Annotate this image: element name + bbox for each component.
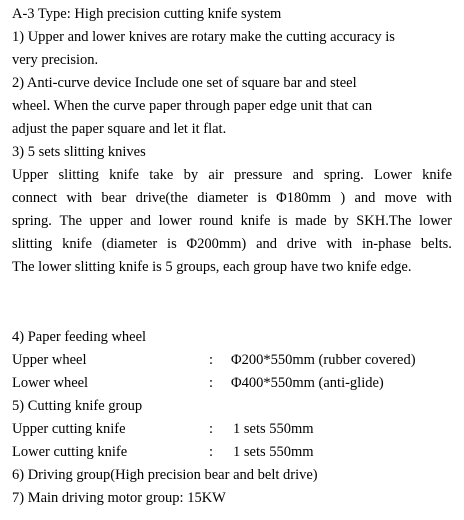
item1-line2: very precision.: [12, 52, 99, 68]
spec-document: [12, 3, 452, 510]
paragraph-word: with: [66, 190, 93, 206]
paragraph-word: by: [334, 213, 349, 229]
paragraph-word: Lower: [373, 167, 412, 183]
spec-value: 1 sets 550mm: [233, 444, 314, 460]
paragraph-word: belts.: [420, 236, 452, 252]
paragraph-word: made: [295, 213, 327, 229]
paragraph-word: slitting: [12, 236, 53, 252]
paragraph-line: [12, 164, 452, 187]
paragraph-word: and: [256, 236, 277, 252]
item3-last-line: The lower slitting knife is 5 groups, each group have two knife edge.: [12, 259, 412, 275]
spec-colon: :: [209, 444, 214, 460]
spec-row-upper-cutting-knife: [12, 418, 452, 441]
spec-row-lower-cutting-knife: [12, 441, 452, 464]
paragraph-word: with: [426, 190, 452, 206]
paragraph-word: (diameter: [101, 236, 158, 252]
paragraph-line: [12, 210, 452, 233]
paragraph-word: and: [292, 167, 314, 183]
paragraph-word: upper: [89, 213, 123, 229]
paragraph-word: air: [208, 167, 224, 183]
section-gap: [12, 279, 452, 326]
item1-line1: 1) Upper and lower knives are rotary make the cutting accuracy is: [12, 29, 395, 45]
spec-colon: :: [209, 352, 214, 368]
item3-paragraph: [12, 164, 452, 256]
paragraph-word: is: [167, 236, 177, 252]
spec-label: Lower cutting knife: [12, 444, 128, 460]
paragraph-word: knife: [240, 213, 271, 229]
paragraph-word: in-phase: [361, 236, 412, 252]
paragraph-word: drive(the: [135, 190, 188, 206]
paragraph-word: SKH.The: [356, 213, 412, 229]
paragraph-word: The: [59, 213, 82, 229]
paragraph-word: bear: [101, 190, 127, 206]
paragraph-word: lower: [418, 213, 452, 229]
item7-line: 7) Main driving motor group: 15KW: [12, 490, 226, 506]
paragraph-word: Φ200mm): [186, 236, 247, 252]
paragraph-word: pressure: [233, 167, 283, 183]
paragraph-word: and: [354, 190, 376, 206]
paragraph-word: and: [130, 213, 152, 229]
paragraph-word: spring.: [12, 213, 52, 229]
spec-colon: :: [209, 421, 214, 437]
paragraph-word: slitting: [58, 167, 99, 183]
paragraph-word: round: [199, 213, 234, 229]
paragraph-word: lower: [158, 213, 192, 229]
item6-line: 6) Driving group(High precision bear and belt drive): [12, 467, 318, 483]
spec-row-upper-wheel: [12, 349, 452, 372]
document-title: A-3 Type: High precision cutting knife system: [12, 6, 282, 22]
item5-heading: 5) Cutting knife group: [12, 398, 143, 414]
item4-heading: 4) Paper feeding wheel: [12, 329, 147, 345]
spec-value: 1 sets 550mm: [233, 421, 314, 437]
paragraph-word: drive: [286, 236, 317, 252]
spec-row-lower-wheel: [12, 372, 452, 395]
paragraph-word: is: [257, 190, 267, 206]
spec-value: Φ400*550mm (anti-glide): [231, 375, 384, 391]
paragraph-word: knife: [422, 167, 452, 183]
paragraph-word: take: [149, 167, 174, 183]
paragraph-word: by: [183, 167, 199, 183]
paragraph-word: with: [326, 236, 353, 252]
paragraph-word: diameter: [197, 190, 248, 206]
spec-value: Φ200*550mm (rubber covered): [231, 352, 416, 368]
paragraph-word: move: [384, 190, 417, 206]
paragraph-line: [12, 233, 452, 256]
spec-label: Upper cutting knife: [12, 421, 126, 437]
paragraph-word: ): [340, 190, 346, 206]
paragraph-word: spring.: [323, 167, 364, 183]
spec-label: Upper wheel: [12, 352, 87, 368]
paragraph-word: knife: [62, 236, 92, 252]
item2-line2: wheel. When the curve paper through paper edge unit that can: [12, 98, 373, 114]
item2-line3: adjust the paper square and let it flat.: [12, 121, 227, 137]
paragraph-word: knife: [109, 167, 139, 183]
paragraph-word: is: [277, 213, 288, 229]
paragraph-line: [12, 187, 452, 210]
item3-heading: 3) 5 sets slitting knives: [12, 144, 146, 160]
paragraph-word: connect: [12, 190, 58, 206]
paragraph-word: Upper: [12, 167, 49, 183]
spec-colon: :: [209, 375, 214, 391]
spec-label: Lower wheel: [12, 375, 89, 391]
item2-line1: 2) Anti-curve device Include one set of square bar and steel: [12, 75, 357, 91]
paragraph-word: Φ180mm: [276, 190, 332, 206]
